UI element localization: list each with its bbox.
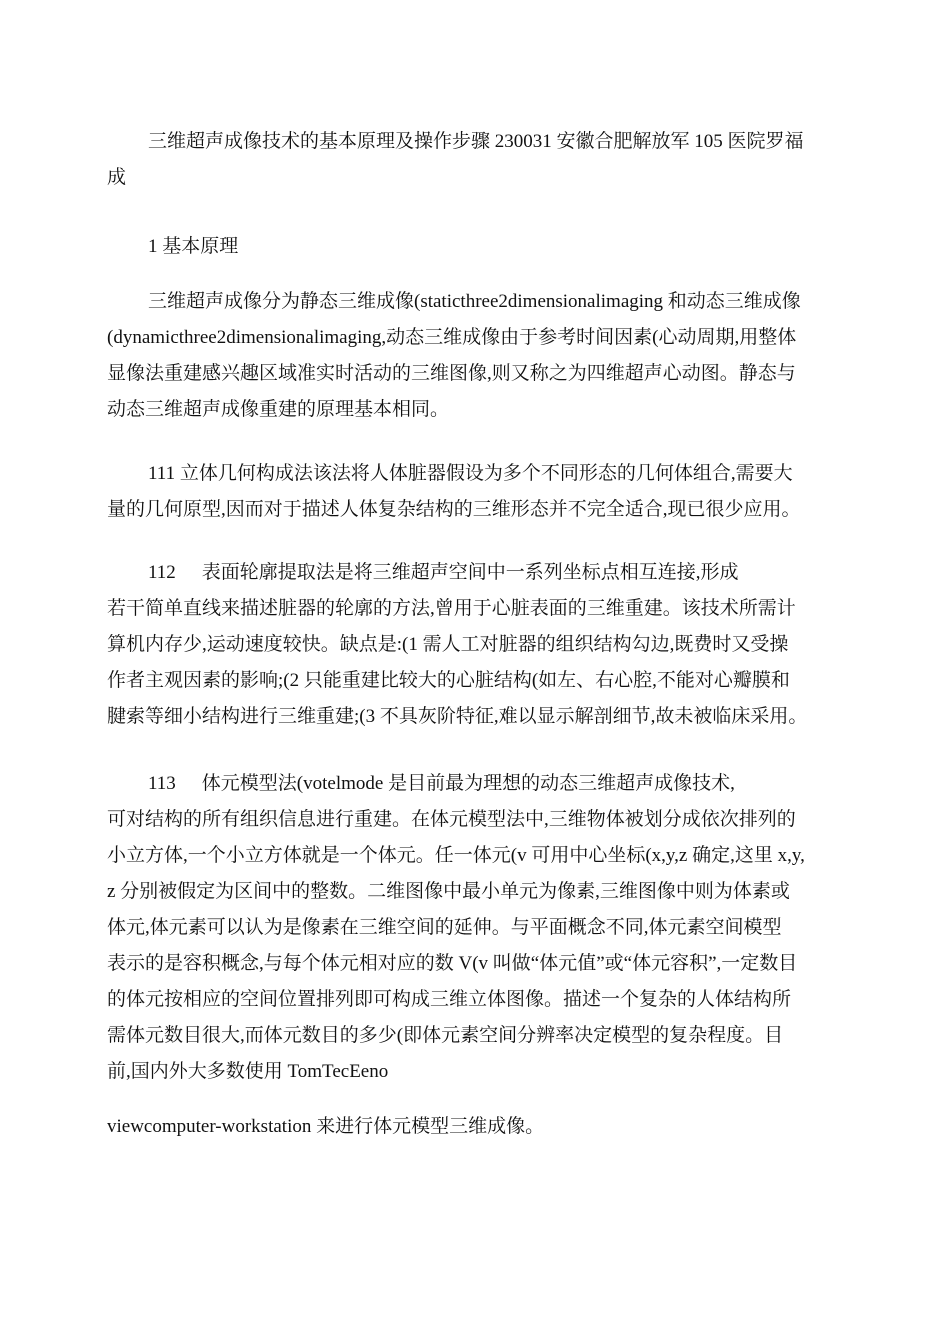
section-113-continuation <box>107 1109 847 1145</box>
paragraph-line: 表示的是容积概念,与每个体元相对应的数 V(v 叫做“体元值”或“体元容积”,一定数目 <box>107 953 798 974</box>
paragraph-line: (dynamicthree2dimensionalimaging,动态三维成像由于参考时间因素(心动周期,用整体 <box>107 327 797 348</box>
paragraph-line: 小立方体,一个小立方体就是一个体元。任一体元(v 可用中心坐标(x,y,z 确定,这里 x,y, <box>107 845 805 866</box>
intro-paragraph <box>107 284 847 428</box>
paragraph-line: 动态三维超声成像重建的原理基本相同。 <box>107 399 450 420</box>
section-112-paragraph <box>107 555 847 735</box>
paragraph-line: 腱索等细小结构进行三维重建;(3 不具灰阶特征,难以显示解剖细节,故未被临床采用。 <box>107 706 808 727</box>
section-113-paragraph <box>107 766 847 1090</box>
title-line: 成 <box>107 167 127 188</box>
paragraph-line: 量的几何原型,因而对于描述人体复杂结构的三维形态并不完全适合,现已很少应用。 <box>107 499 801 520</box>
paragraph-line: 作者主观因素的影响;(2 只能重建比较大的心脏结构(如左、右心腔,不能对心瓣膜和 <box>107 670 790 691</box>
section-heading-basic-principle <box>107 229 847 265</box>
paragraph-line: 前,国内外大多数使用 TomTecEeno <box>107 1061 389 1082</box>
title-line: 三维超声成像技术的基本原理及操作步骤 230031 安徽合肥解放军 105 医院罗福 <box>148 131 804 152</box>
paragraph-line: 需体元数目很大,而体元数目的多少(即体元素空间分辨率决定模型的复杂程度。目 <box>107 1025 784 1046</box>
section-number: 112 <box>148 562 176 583</box>
paragraph-first-line <box>107 555 847 591</box>
paragraph-line: viewcomputer-workstation 来进行体元模型三维成像。 <box>107 1116 545 1137</box>
paragraph-line: 体元,体元素可以认为是像素在三维空间的延伸。与平面概念不同,体元素空间模型 <box>107 917 782 938</box>
paragraph-line: 可对结构的所有组织信息进行重建。在体元模型法中,三维物体被划分成依次排列的 <box>107 809 796 830</box>
paragraph-line: 显像法重建感兴趣区域准实时活动的三维图像,则又称之为四维超声心动图。静态与 <box>107 363 796 384</box>
paragraph-text: 体元模型法(votelmode 是目前最为理想的动态三维超声成像技术, <box>201 773 735 794</box>
section-111-paragraph <box>107 456 847 528</box>
paragraph-line: z 分别被假定为区间中的整数。二维图像中最小单元为像素,三维图像中则为体素或 <box>107 881 790 902</box>
paragraph-line: 的体元按相应的空间位置排列即可构成三维立体图像。描述一个复杂的人体结构所 <box>107 989 792 1010</box>
paragraph-first-line <box>107 766 847 802</box>
paragraph-text: 表面轮廓提取法是将三维超声空间中一系列坐标点相互连接,形成 <box>201 562 739 583</box>
paragraph-line: 三维超声成像分为静态三维成像(staticthree2dimensionalimaging 和动态三维成像 <box>148 291 801 312</box>
document-title <box>107 124 847 196</box>
heading-text: 1 基本原理 <box>148 236 239 257</box>
paragraph-line: 111 立体几何构成法该法将人体脏器假设为多个不同形态的几何体组合,需要大 <box>148 463 793 484</box>
section-number: 113 <box>148 773 176 794</box>
paragraph-line: 算机内存少,运动速度较快。缺点是:(1 需人工对脏器的组织结构勾边,既费时又受操 <box>107 634 789 655</box>
paragraph-line: 若干简单直线来描述脏器的轮廓的方法,曾用于心脏表面的三维重建。该技术所需计 <box>107 598 796 619</box>
